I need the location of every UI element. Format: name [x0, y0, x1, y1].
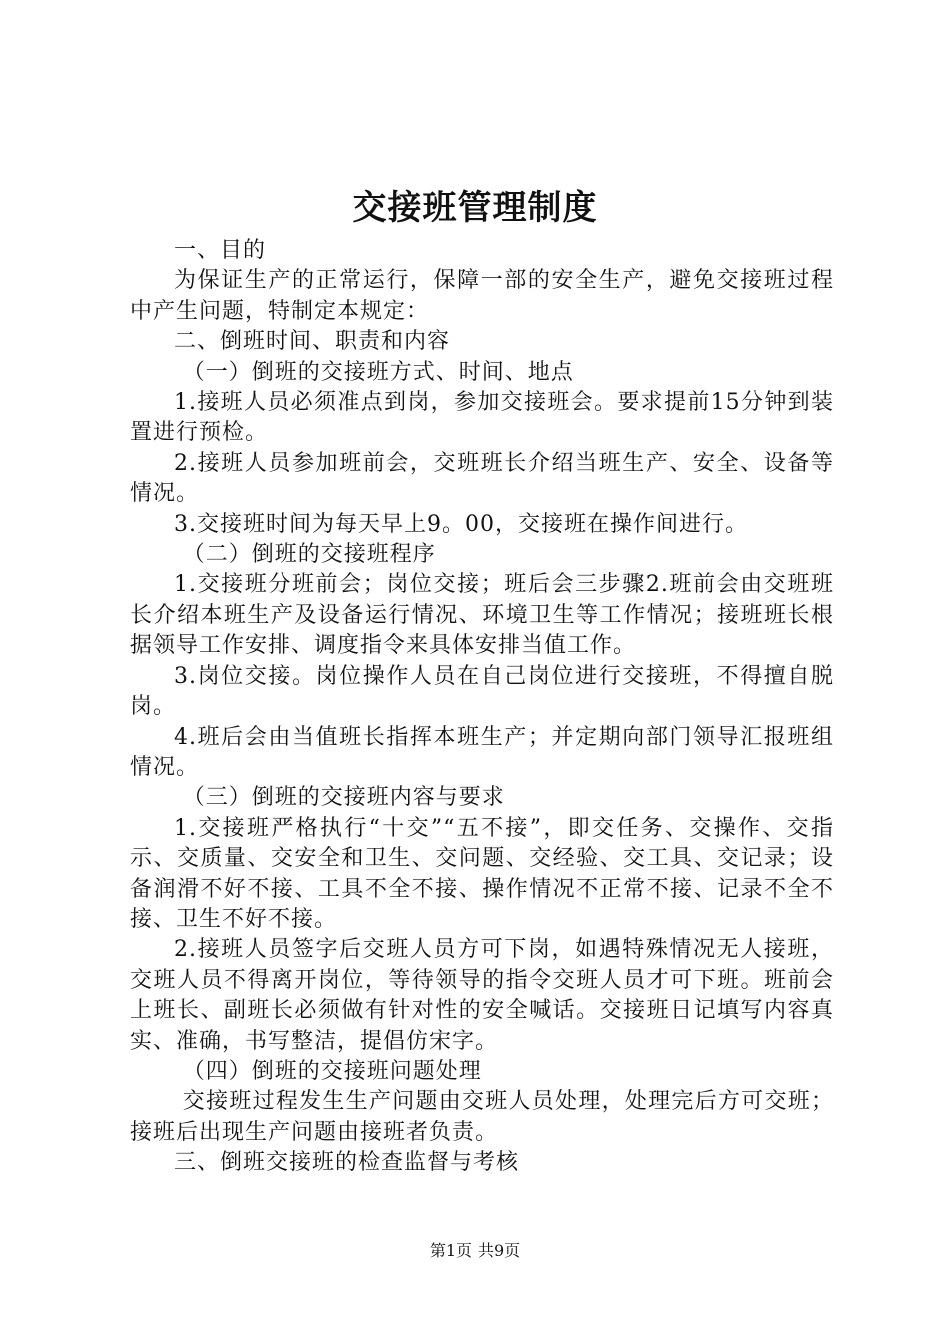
- paragraph-item: 2.接班人员签字后交班人员方可下岗，如遇特殊情况无人接班，交班人员不得离开岗位，等待领导的指令交班人员才可下班。班前会上班长、副班长必须做有针对性的安全喊话。交接班日记填写内容真实、准确，书写整洁，提倡仿宋字。: [130, 937, 834, 1054]
- paragraph-purpose: 为保证生产的正常运行，保障一部的安全生产，避免交接班过程中产生问题，特制定本规定：: [130, 268, 834, 324]
- paragraph-item: 1.接班人员必须准点到岗，参加交接班会。要求提前15分钟到装置进行预检。: [130, 390, 834, 446]
- section-heading-shift: 二、倒班时间、职责和内容: [174, 329, 451, 355]
- paragraph-item: 4.班后会由当值班长指挥本班生产；并定期向部门领导汇报班组情况。: [130, 724, 834, 780]
- paragraph-item: 3.交接班时间为每天早上9。00，交接班在操作间进行。: [174, 511, 748, 537]
- page-total: 共9页: [478, 1241, 521, 1260]
- section-heading-inspection: 三、倒班交接班的检查监督与考核: [174, 1150, 520, 1176]
- paragraph-item: 2.接班人员参加班前会，交班班长介绍当班生产、安全、设备等情况。: [130, 450, 834, 507]
- subsection-heading-2: （二）倒班的交接班程序: [182, 542, 436, 568]
- paragraph-item: 3.岗位交接。岗位操作人员在自己岗位进行交接班，不得擅自脱岗。: [130, 663, 834, 720]
- paragraph-item: 1.交接班分班前会；岗位交接；班后会三步骤2.班前会由交班班长介绍本班生产及设备运行情况、环境卫生等工作情况；接班班长根据领导工作安排、调度指令来具体安排当值工作。: [130, 572, 834, 659]
- page-footer: [0, 1240, 950, 1262]
- subsection-heading-1: （一）倒班的交接班方式、时间、地点: [182, 359, 574, 385]
- subsection-heading-3: （三）倒班的交接班内容与要求: [182, 785, 505, 811]
- paragraph-item: 1.交接班严格执行“十交”“五不接”，即交任务、交操作、交指示、交质量、交安全和卫生、交问题、交经验、交工具、交记录；设备润滑不好不接、工具不全不接、操作情况不正常不接、记录不全不接、卫生不好不接。: [130, 815, 834, 932]
- section-heading-purpose: 一、目的: [174, 238, 267, 263]
- document-title: 交接班管理制度: [352, 188, 598, 228]
- subsection-heading-4: （四）倒班的交接班问题处理: [182, 1058, 482, 1084]
- page-number: 第1页: [429, 1241, 472, 1260]
- document-body: [130, 236, 834, 1179]
- paragraph-item: 交接班过程发生生产问题由交班人员处理，处理完后方可交班；接班后出现生产问题由接班者负责。: [130, 1089, 834, 1145]
